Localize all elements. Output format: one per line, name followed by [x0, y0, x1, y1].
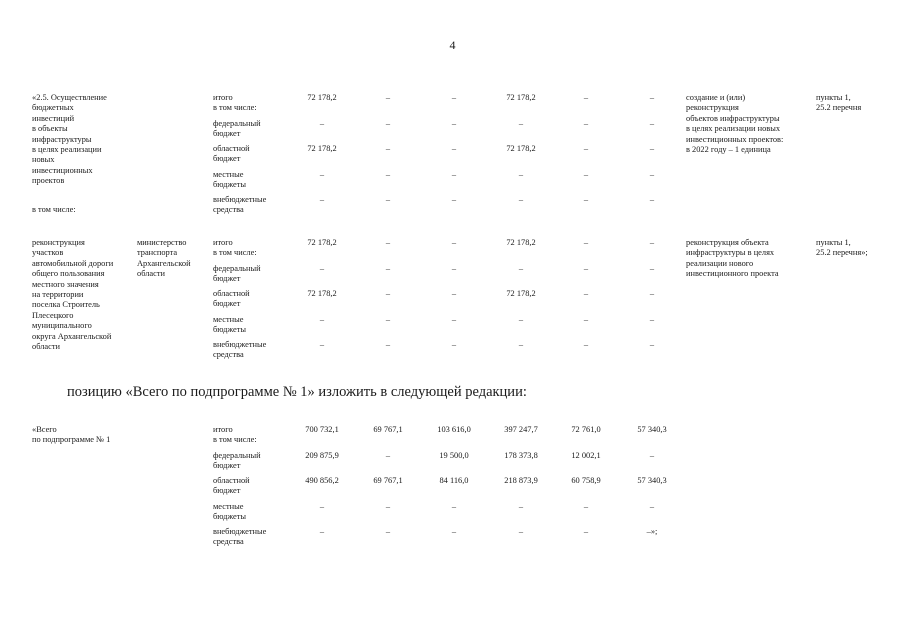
- value-cell: –: [451, 238, 457, 247]
- value-cell: 700 732,1: [305, 425, 339, 434]
- value-cell: –: [319, 169, 325, 179]
- value-cell: –: [385, 289, 391, 298]
- section2-result: реконструкция объекта инфраструктуры в целях реализации нового инвестиционного проекта: [686, 238, 779, 279]
- value-cell: 103 616,0: [437, 425, 471, 434]
- value-cell: –: [451, 314, 457, 324]
- value-cell: –: [451, 195, 457, 204]
- value-cell: –: [451, 93, 457, 102]
- value-cell: –: [385, 527, 391, 536]
- value-cell: –: [649, 118, 655, 128]
- section1-description: «2.5. Осуществление бюджетных инвестиций в объекты инфраструктуры в целях реализации новых инвестиционных проектов: [32, 93, 107, 186]
- row-label: внебюджетные средства: [213, 340, 267, 360]
- section2-executor: министерство транспорта Архангельской области: [137, 238, 191, 279]
- value-cell: –: [451, 340, 457, 349]
- section1-including-label: в том числе:: [32, 205, 76, 214]
- value-cell: –: [518, 314, 524, 324]
- value-cell: –: [649, 169, 655, 179]
- row-label: итого в том числе:: [213, 425, 257, 445]
- value-cell: –: [518, 169, 524, 179]
- value-cell: 69 767,1: [373, 425, 403, 434]
- value-cell: –: [649, 195, 655, 204]
- value-cell: –: [649, 93, 655, 102]
- value-cell: 72 178,2: [307, 238, 337, 247]
- value-cell: –: [649, 144, 655, 153]
- row-label: местные бюджеты: [213, 501, 247, 521]
- row-label: федеральный бюджет: [213, 450, 261, 470]
- value-cell: –: [319, 195, 325, 204]
- value-cell: –: [583, 93, 589, 102]
- value-cell: –: [319, 527, 325, 536]
- value-cell: 397 247,7: [504, 425, 538, 434]
- value-cell: –: [583, 169, 589, 179]
- value-cell: –: [385, 195, 391, 204]
- value-cell: –: [518, 340, 524, 349]
- value-cell: –: [451, 144, 457, 153]
- value-cell: –: [649, 450, 655, 460]
- value-cell: –: [583, 263, 589, 273]
- value-cell: –: [649, 263, 655, 273]
- row-label: внебюджетные средства: [213, 195, 267, 215]
- value-cell: 72 178,2: [506, 238, 536, 247]
- value-cell: –: [649, 238, 655, 247]
- value-cell: –: [385, 340, 391, 349]
- value-cell: –: [583, 501, 589, 511]
- value-cell: –: [451, 118, 457, 128]
- row-label: областной бюджет: [213, 289, 250, 309]
- value-cell: 57 340,3: [637, 476, 667, 485]
- section2-description: реконструкция участков автомобильной дороги общего пользования местного значения на территории поселка Строитель Плесецкого муниципального округа Архангельской области: [32, 238, 114, 352]
- value-cell: –: [583, 314, 589, 324]
- value-cell: –: [451, 169, 457, 179]
- row-label: итого в том числе:: [213, 93, 257, 113]
- value-cell: –: [518, 118, 524, 128]
- section3-description: «Всего по подпрограмме № 1: [32, 425, 111, 445]
- value-cell: –: [385, 263, 391, 273]
- value-cell: –: [518, 263, 524, 273]
- value-cell: –: [583, 340, 589, 349]
- value-cell: –: [385, 93, 391, 102]
- value-cell: 72 761,0: [571, 425, 601, 434]
- instruction-heading: позицию «Всего по подпрограмме № 1» изложить в следующей редакции:: [67, 384, 527, 400]
- value-cell: –: [451, 263, 457, 273]
- value-cell: –: [649, 289, 655, 298]
- section1-result: создание и (или) реконструкция объектов инфраструктуры в целях реализации новых инвестиционных проектов: в 2022 году – 1 единица: [686, 93, 784, 155]
- value-cell: –: [583, 118, 589, 128]
- value-cell: –: [518, 501, 524, 511]
- row-label: областной бюджет: [213, 476, 250, 496]
- value-cell: –: [319, 501, 325, 511]
- row-label: внебюджетные средства: [213, 527, 267, 547]
- value-cell: 72 178,2: [506, 144, 536, 153]
- value-cell: –: [583, 289, 589, 298]
- value-cell: 57 340,3: [637, 425, 667, 434]
- section1-reference: пункты 1, 25.2 перечня: [816, 93, 862, 113]
- value-cell: –: [451, 501, 457, 511]
- value-cell: –: [583, 144, 589, 153]
- value-cell: –: [319, 118, 325, 128]
- value-cell: –: [583, 527, 589, 536]
- value-cell: 72 178,2: [307, 144, 337, 153]
- value-cell: –: [319, 340, 325, 349]
- row-label: местные бюджеты: [213, 314, 247, 334]
- value-cell: –: [583, 238, 589, 247]
- value-cell: 218 873,9: [504, 476, 538, 485]
- value-cell: 72 178,2: [506, 93, 536, 102]
- value-cell: –: [385, 450, 391, 460]
- value-cell: 69 767,1: [373, 476, 403, 485]
- value-cell: –: [649, 314, 655, 324]
- value-cell: –: [518, 527, 524, 536]
- value-cell: –: [385, 314, 391, 324]
- value-cell: 84 116,0: [439, 476, 469, 485]
- value-cell: 72 178,2: [307, 289, 337, 298]
- section2-reference: пункты 1, 25.2 перечня»;: [816, 238, 868, 258]
- value-cell: –: [385, 169, 391, 179]
- value-cell: 60 758,9: [571, 476, 601, 485]
- value-cell: 19 500,0: [439, 450, 469, 460]
- value-cell: 490 856,2: [305, 476, 339, 485]
- value-cell: –»;: [646, 527, 658, 536]
- value-cell: –: [518, 195, 524, 204]
- value-cell: –: [649, 340, 655, 349]
- value-cell: –: [451, 289, 457, 298]
- value-cell: 12 002,1: [571, 450, 601, 460]
- value-cell: –: [319, 314, 325, 324]
- row-label: федеральный бюджет: [213, 263, 261, 283]
- value-cell: –: [583, 195, 589, 204]
- row-label: местные бюджеты: [213, 169, 247, 189]
- value-cell: –: [385, 144, 391, 153]
- value-cell: 72 178,2: [506, 289, 536, 298]
- value-cell: 209 875,9: [305, 450, 339, 460]
- value-cell: –: [385, 238, 391, 247]
- value-cell: –: [451, 527, 457, 536]
- row-label: федеральный бюджет: [213, 118, 261, 138]
- row-label: областной бюджет: [213, 144, 250, 164]
- row-label: итого в том числе:: [213, 238, 257, 258]
- page-number: 4: [449, 38, 456, 52]
- value-cell: –: [649, 501, 655, 511]
- value-cell: –: [385, 118, 391, 128]
- value-cell: 72 178,2: [307, 93, 337, 102]
- value-cell: –: [385, 501, 391, 511]
- value-cell: 178 373,8: [504, 450, 538, 460]
- value-cell: –: [319, 263, 325, 273]
